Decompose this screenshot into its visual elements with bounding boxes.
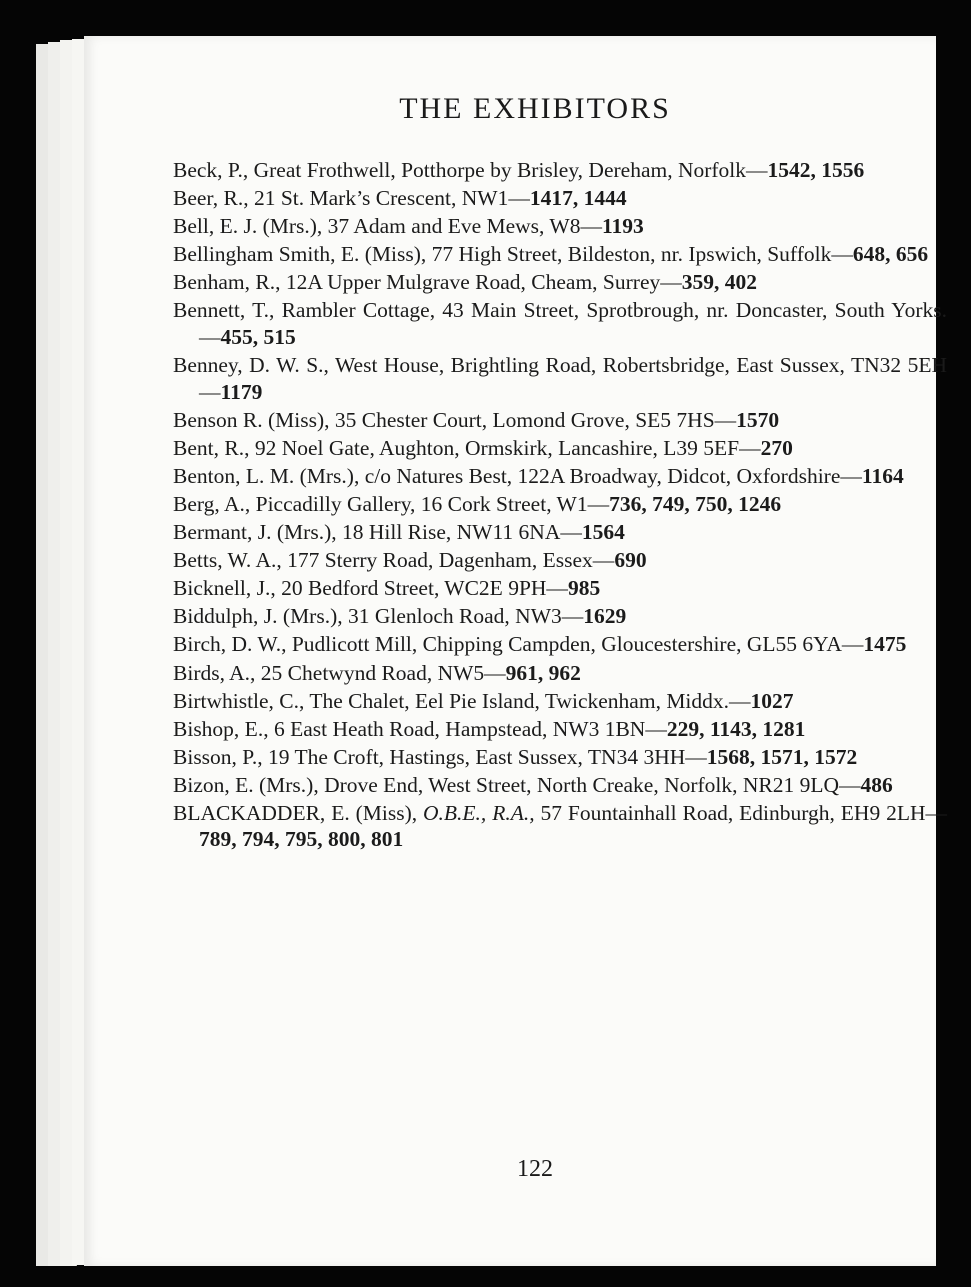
exhibitor-entry [173,772,947,799]
exhibitor-entry [173,547,947,574]
catalogue-numbers: 690 [614,548,647,573]
exhibitor-details: Benton, L. M. (Mrs.), c/o Natures Best, 122A Broadway, Didcot, Oxfordshire— [173,463,862,488]
book-page [84,36,947,1266]
catalogue-numbers: 486 [860,772,893,797]
exhibitor-details: Beck, P., Great Frothwell, Potthorpe by Brisley, Dereham, Norfolk— [173,158,768,182]
catalogue-numbers: 789, 794, 795, 800, 801 [199,827,404,852]
exhibitor-details: Biddulph, J. (Mrs.), 31 Glenloch Road, NW3— [173,604,584,629]
exhibitor-details: Bennett, T., Rambler Cottage, 43 Main Street, Sprotbrough, nr. Doncaster, South Yorks.— [173,298,947,349]
exhibitor-entry [173,800,947,853]
exhibitor-list [173,157,947,855]
catalogue-numbers: 736, 749, 750, 1246 [609,491,782,516]
exhibitor-details: Birtwhistle, C., The Chalet, Eel Pie Island, Twickenham, Middx.— [173,688,751,713]
exhibitor-entry [173,575,947,602]
exhibitor-entry [173,660,947,687]
catalogue-numbers: 1570 [736,407,780,432]
exhibitor-entry [173,269,947,296]
exhibitor-details-cont: 57 Fountainhall Road, Edinburgh, EH9 2LH— [534,800,947,825]
catalogue-numbers: 270 [760,435,793,460]
exhibitor-entry [173,716,947,743]
exhibitor-honours: O.B.E., R.A., [423,800,535,825]
catalogue-numbers: 648, 656 [852,242,929,267]
page-number: 122 [517,1156,553,1182]
exhibitor-entry [173,491,947,518]
exhibitor-entry [173,157,947,184]
exhibitor-details: Birch, D. W., Pudlicott Mill, Chipping Campden, Gloucestershire, GL55 6YA— [173,632,864,657]
exhibitor-details: Bishop, E., 6 East Heath Road, Hampstead, NW3 1BN— [173,716,667,741]
catalogue-numbers: 229, 1143, 1281 [666,716,806,741]
catalogue-numbers: 1027 [750,688,794,713]
exhibitor-details: Benney, D. W. S., West House, Brightling Road, Robertsbridge, East Sussex, TN32 5EH— [173,353,947,404]
exhibitor-details: Benham, R., 12A Upper Mulgrave Road, Cheam, Surrey— [173,270,682,295]
catalogue-numbers: 1542, 1556 [767,158,865,182]
exhibitor-details: BLACKADDER, E. (Miss), [173,800,424,825]
catalogue-numbers: 455, 515 [220,324,296,349]
catalogue-numbers: 1564 [581,520,625,545]
exhibitor-details: Bell, E. J. (Mrs.), 37 Adam and Eve Mews, W8— [173,214,602,239]
exhibitor-entry [173,185,947,212]
exhibitor-entry [173,744,947,771]
exhibitor-entry [173,688,947,715]
exhibitor-entry [173,603,947,630]
exhibitor-details: Benson R. (Miss), 35 Chester Court, Lomond Grove, SE5 7HS— [173,407,737,432]
exhibitor-entry [173,213,947,240]
exhibitor-details: Bisson, P., 19 The Croft, Hastings, East Sussex, TN34 3HH— [173,744,707,769]
exhibitor-details: Bellingham Smith, E. (Miss), 77 High Street, Bildeston, nr. Ipswich, Suffolk— [173,242,853,267]
exhibitor-entry [173,631,947,658]
exhibitor-entry [173,435,947,462]
catalogue-numbers: 1179 [220,379,263,404]
exhibitor-details: Bicknell, J., 20 Bedford Street, WC2E 9PH— [173,576,568,601]
catalogue-numbers: 1164 [861,463,904,488]
exhibitor-entry [173,519,947,546]
catalogue-numbers: 1193 [601,214,644,239]
exhibitor-details: Berg, A., Piccadilly Gallery, 16 Cork Street, W1— [173,491,610,516]
exhibitor-details: Bizon, E. (Mrs.), Drove End, West Street, North Creake, Norfolk, NR21 9LQ— [173,772,861,797]
catalogue-numbers: 1417, 1444 [529,186,627,211]
catalogue-numbers: 985 [567,576,601,601]
exhibitor-details: Bent, R., 92 Noel Gate, Aughton, Ormskirk, Lancashire, L39 5EF— [173,435,761,460]
exhibitor-entry [173,352,947,405]
exhibitor-entry [173,407,947,434]
catalogue-numbers: 1629 [583,604,627,629]
page-title: THE EXHIBITORS [399,92,671,125]
exhibitor-entry [173,241,947,268]
catalogue-numbers: 961, 962 [505,660,581,685]
exhibitor-entry [173,463,947,490]
exhibitor-details: Bermant, J. (Mrs.), 18 Hill Rise, NW11 6NA— [173,520,582,545]
exhibitor-details: Birds, A., 25 Chetwynd Road, NW5— [173,660,506,685]
catalogue-numbers: 1475 [863,632,907,657]
catalogue-numbers: 1568, 1571, 1572 [706,744,858,769]
exhibitor-details: Betts, W. A., 177 Sterry Road, Dagenham, Essex— [173,548,615,573]
catalogue-numbers: 359, 402 [681,270,757,295]
exhibitor-entry [173,297,947,350]
exhibitor-details: Beer, R., 21 St. Mark’s Crescent, NW1— [173,186,530,211]
